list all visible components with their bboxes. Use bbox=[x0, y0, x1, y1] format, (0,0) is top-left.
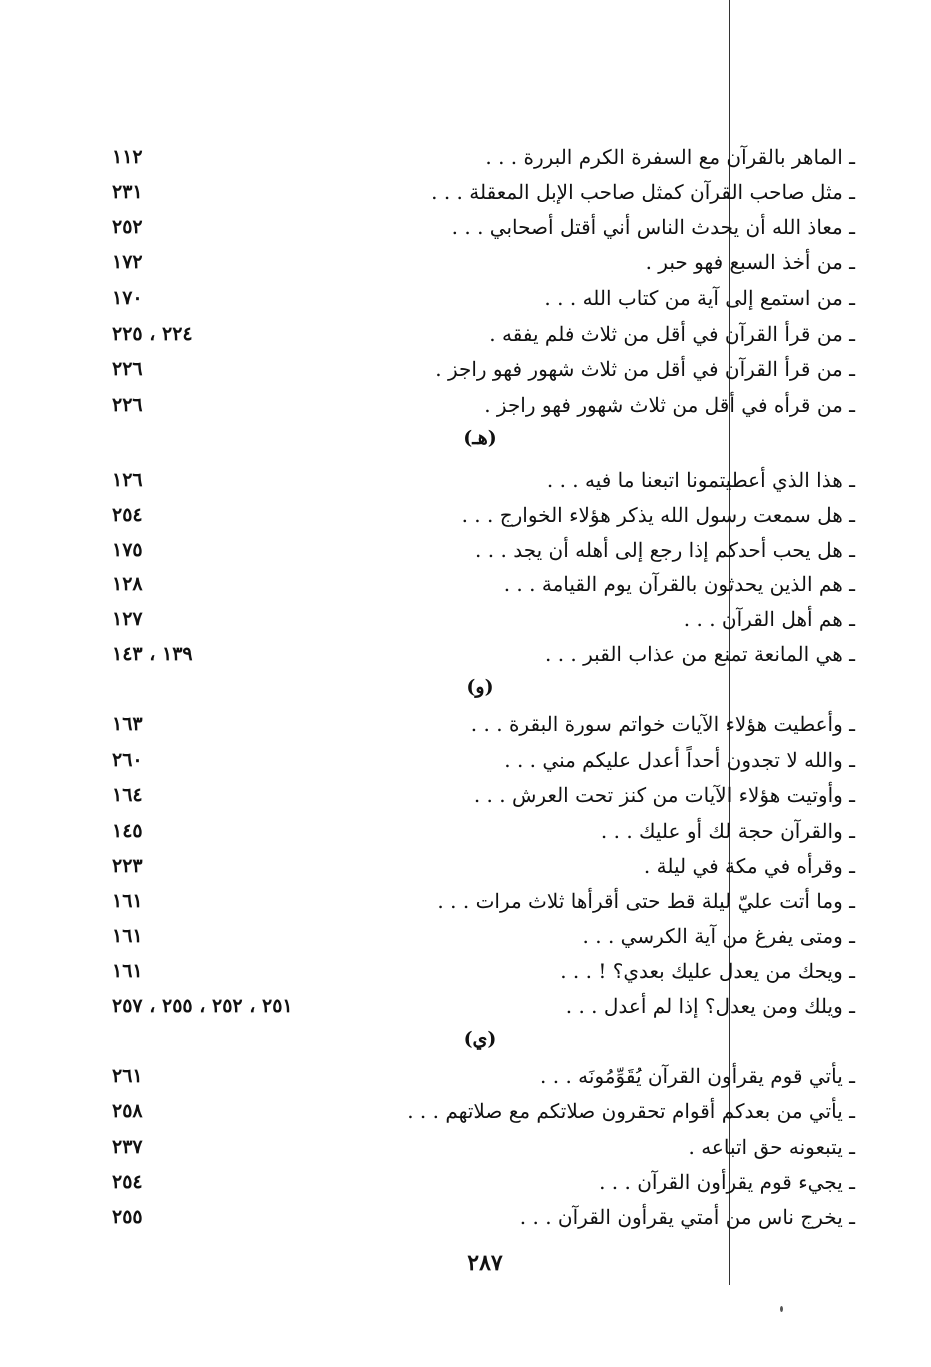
index-entry bbox=[100, 778, 855, 812]
entry-text: ـ يخرج ناس من أمتي يقرأون القرآن . . . bbox=[519, 1205, 855, 1229]
entry-page-refs: ١٧٢ bbox=[112, 251, 143, 273]
entry-page-refs: ٢٣٧ bbox=[112, 1136, 143, 1158]
entry-page-refs: ١٦١ bbox=[112, 960, 143, 982]
index-entry bbox=[100, 1059, 855, 1093]
entry-text: ـ وقرأه في مكة في ليلة . bbox=[643, 854, 855, 878]
entry-text: ـ هي المانعة تمنع من عذاب القبر . . . bbox=[544, 642, 855, 666]
section-letter-heading: (ي) bbox=[463, 1028, 497, 1050]
entry-page-refs: ٢٥٤ bbox=[112, 504, 143, 526]
index-entry bbox=[100, 707, 855, 741]
entry-text: ـ وما أتت عليّ ليلة قط حتى أقرأها ثلاث مرات . . . bbox=[437, 889, 855, 913]
entry-text: ـ الماهر بالقرآن مع السفرة الكرم البررة . . . bbox=[485, 145, 855, 169]
index-entry bbox=[100, 919, 855, 953]
entry-text: ـ ويحك من يعدل عليك بعدي؟ ! . . . bbox=[560, 959, 855, 983]
entry-text: ـ من قرأ القرآن في أقل من ثلاث شهور فهو راجز . bbox=[435, 357, 855, 381]
entry-text: ـ هل يحب أحدكم إذا رجع إلى أهله أن يجد . . . bbox=[475, 538, 855, 562]
entry-text: ـ ويلك ومن يعدل؟ إذا لم أعدل . . . bbox=[565, 994, 855, 1018]
entry-text: ـ والله لا تجدون أحداً أعدل عليكم مني . . . bbox=[504, 748, 855, 772]
entry-text: ـ هم أهل القرآن . . . bbox=[683, 607, 855, 631]
entry-text: ـ هل سمعت رسول الله يذكر هؤلاء الخوارج . . . bbox=[461, 503, 855, 527]
entry-page-refs: ٢٥٨ bbox=[112, 1100, 143, 1122]
entry-page-refs: ٢٥٢ bbox=[112, 216, 143, 238]
entry-page-refs: ٢٦٠ bbox=[112, 749, 143, 771]
index-entry bbox=[100, 1165, 855, 1199]
index-entry bbox=[100, 281, 855, 315]
entry-text: ـ من أخذ السبع فهو حبر . bbox=[645, 250, 855, 274]
index-entry bbox=[100, 567, 855, 601]
index-entry bbox=[100, 175, 855, 209]
index-entry bbox=[100, 210, 855, 244]
entry-text: ـ والقرآن حجة لك أو عليك . . . bbox=[600, 819, 855, 843]
index-entry bbox=[100, 849, 855, 883]
index-entry bbox=[100, 1130, 855, 1164]
entry-page-refs: ٢٢٦ bbox=[112, 358, 143, 380]
entry-page-refs: ١٦١ bbox=[112, 925, 143, 947]
index-entry bbox=[100, 743, 855, 777]
entry-page-refs: ١٤٥ bbox=[112, 820, 143, 842]
index-entry bbox=[100, 1200, 855, 1234]
entry-text: ـ من قرأه في أقل من ثلاث شهور فهو راجز . bbox=[484, 393, 855, 417]
index-entry bbox=[100, 1094, 855, 1128]
index-entry bbox=[100, 884, 855, 918]
entry-page-refs: ١٢٨ bbox=[112, 573, 143, 595]
entry-page-refs: ١١٢ bbox=[112, 146, 143, 168]
section-letter-heading: (هـ) bbox=[463, 427, 497, 449]
entry-text: ـ يتبعونه حق اتباعه . bbox=[688, 1135, 855, 1159]
entry-text: ـ يأتي قوم يقرأون القرآن يُقَوِّمُونَه . . . bbox=[540, 1064, 855, 1088]
entry-text: ـ ومتى يفرغ من آية الكرسي . . . bbox=[582, 924, 855, 948]
entry-page-refs: ٢٢٣ bbox=[112, 855, 143, 877]
entry-page-refs: ٢٣١ bbox=[112, 181, 143, 203]
entry-page-refs: ٢٥١ ، ٢٥٢ ، ٢٥٥ ، ٢٥٧ bbox=[112, 995, 293, 1017]
entry-page-refs: ٢٥٥ bbox=[112, 1206, 143, 1228]
entry-page-refs: ٢٢٦ bbox=[112, 394, 143, 416]
entry-page-refs: ٢٢٤ ، ٢٢٥ bbox=[112, 323, 193, 345]
index-entry bbox=[100, 989, 855, 1023]
index-entry bbox=[100, 637, 855, 671]
entry-page-refs: ١٦١ bbox=[112, 890, 143, 912]
index-entry bbox=[100, 352, 855, 386]
speck-mark bbox=[780, 1306, 783, 1312]
entry-page-refs: ١٧٠ bbox=[112, 287, 143, 309]
entry-page-refs: ٢٥٤ bbox=[112, 1171, 143, 1193]
section-letter-heading: (و) bbox=[466, 676, 494, 698]
index-entry bbox=[100, 602, 855, 636]
entry-text: ـ معاذ الله أن يحدث الناس أني أقتل أصحابي . . . bbox=[451, 215, 855, 239]
index-entry bbox=[100, 140, 855, 174]
index-entry bbox=[100, 317, 855, 351]
index-entry bbox=[100, 498, 855, 532]
entry-page-refs: ١٦٣ bbox=[112, 713, 143, 735]
entry-page-refs: ١٧٥ bbox=[112, 539, 143, 561]
entry-text: ـ وأوتيت هؤلاء الآيات من كنز تحت العرش . . . bbox=[473, 783, 855, 807]
page-number: ٢٨٧ bbox=[467, 1250, 503, 1276]
entry-text: ـ مثل صاحب القرآن كمثل صاحب الإبل المعقلة . . . bbox=[431, 180, 855, 204]
entry-text: ـ يجيء قوم يقرأون القرآن . . . bbox=[599, 1170, 855, 1194]
index-entry bbox=[100, 533, 855, 567]
index-entry bbox=[100, 814, 855, 848]
entry-page-refs: ١٢٧ bbox=[112, 608, 143, 630]
entry-page-refs: ٢٦١ bbox=[112, 1065, 143, 1087]
index-entry bbox=[100, 954, 855, 988]
entry-text: ـ وأعطيت هؤلاء الآيات خواتم سورة البقرة . . . bbox=[470, 712, 855, 736]
index-entry bbox=[100, 388, 855, 422]
entry-page-refs: ١٢٦ bbox=[112, 469, 143, 491]
entry-text: ـ من قرأ القرآن في أقل من ثلاث فلم يفقه . bbox=[489, 322, 855, 346]
entry-text: ـ هم الذين يحدثون بالقرآن يوم القيامة . . . bbox=[503, 572, 855, 596]
entry-text: ـ يأتي من بعدكم أقوام تحقرون صلاتكم مع صلاتهم . . . bbox=[407, 1099, 855, 1123]
entry-page-refs: ١٣٩ ، ١٤٣ bbox=[112, 643, 193, 665]
entry-text: ـ هذا الذي أعطيتمونا اتبعنا ما فيه . . . bbox=[546, 468, 855, 492]
index-entry bbox=[100, 245, 855, 279]
index-entry bbox=[100, 463, 855, 497]
entry-page-refs: ١٦٤ bbox=[112, 784, 143, 806]
entry-text: ـ من استمع إلى آية من كتاب الله . . . bbox=[544, 286, 855, 310]
